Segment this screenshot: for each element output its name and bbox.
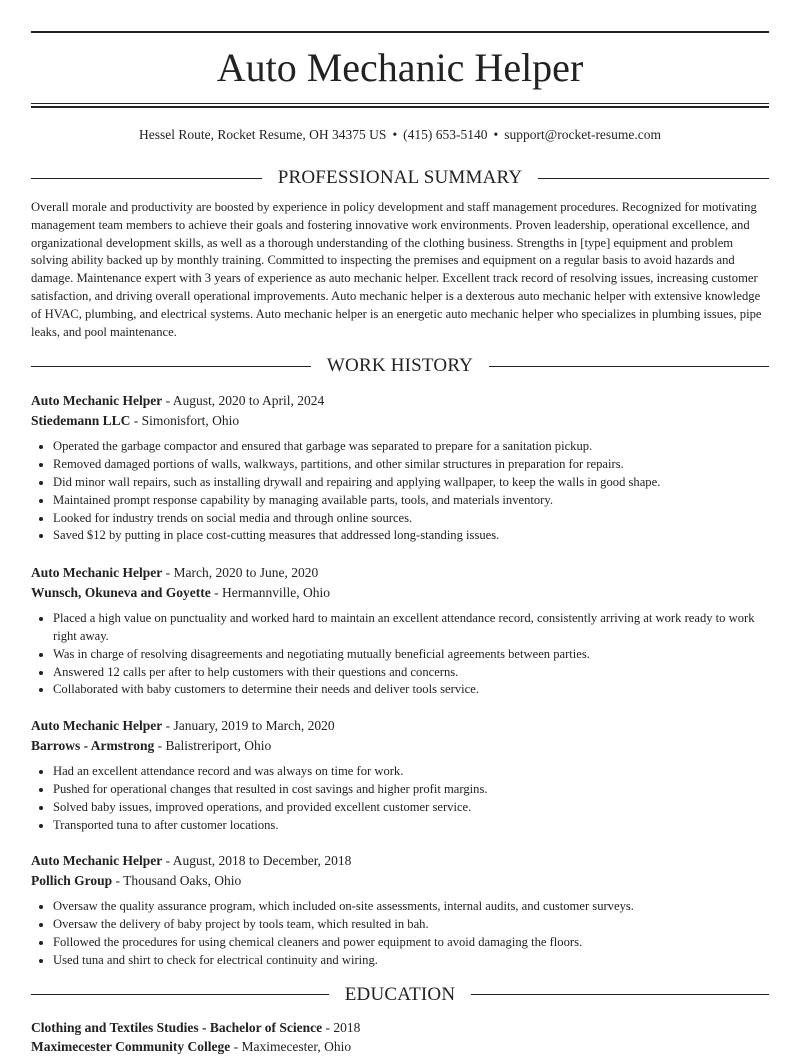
summary-text: Overall morale and productivity are boosted by experience in policy development and staff management procedures. Recognized for motivating management team members to achieve their goals and fostering innovative work environments. Proven leadership, operational excellence, and organizational development skills, as well as a thorough understanding of the clothing business. Strengths in [type] equipment and problem solving ability backed up by monthly training. Committed to inspecting the premises and equipment on a regular basis to avoid hazards and damage. Maintenance expert with 3 years of experience as auto mechanic helper. Excellent track record of resolving issues, increasing customer satisfaction, and driving overall operational improvements. Auto mechanic helper is a dexterous auto mechanic helper with extensive knowledge of HVAC, plumbing, and electrical systems. Auto mechanic helper is an energetic auto mechanic helper who specializes in plumbing issues, pipe leaks, and pool maintenance. <box>31 200 762 339</box>
job-bullet-list <box>31 898 769 969</box>
section-rule-left <box>31 366 311 367</box>
education-heading: EDUCATION <box>344 983 456 1005</box>
job-bullet: • Looked for industry trends on social media and through online sources. <box>53 510 769 528</box>
job-location: - Thousand Oaks, Ohio <box>112 872 242 888</box>
job-bullet: • Answered 12 calls per after to help customers with their questions and concerns. <box>53 664 769 682</box>
job-bullet: • Used tuna and shirt to check for electrical continuity and wiring. <box>53 952 769 970</box>
job-title: Auto Mechanic Helper <box>31 718 163 734</box>
job-bullet-list <box>31 438 769 545</box>
job-bullet-list <box>31 763 769 834</box>
job-bullet-list <box>31 610 769 699</box>
job-entry <box>31 851 769 969</box>
job-title-line <box>31 563 769 583</box>
job-location: - Simonisfort, Ohio <box>130 412 240 428</box>
job-title-line <box>31 391 769 411</box>
job-entry <box>31 391 769 545</box>
education-section-header <box>31 984 769 1006</box>
job-bullet: • Saved $12 by putting in place cost-cutting measures that addressed long-standing issues. <box>53 527 769 545</box>
job-company-line <box>31 871 769 891</box>
job-entry <box>31 716 769 834</box>
job-entry <box>31 563 769 699</box>
education-degree-line <box>31 1018 769 1038</box>
contact-line <box>31 125 769 145</box>
job-dates: - August, 2020 to April, 2024 <box>162 393 325 409</box>
job-dates: - March, 2020 to June, 2020 <box>162 565 319 581</box>
job-company-line <box>31 583 769 603</box>
job-title-line <box>31 851 769 871</box>
work-section-header <box>31 355 769 377</box>
job-company: Wunsch, Okuneva and Goyette <box>31 584 211 600</box>
job-bullet: • Oversaw the quality assurance program, which included on-site assessments, internal audits, and customer surveys. <box>53 898 769 916</box>
contact-phone: (415) 653-5140 <box>403 127 488 142</box>
section-rule-left <box>31 178 262 179</box>
job-title-line <box>31 716 769 736</box>
job-location: - Balistreriport, Ohio <box>154 737 272 753</box>
education-school-line <box>31 1037 769 1057</box>
summary-section-header <box>31 167 769 189</box>
job-title: Auto Mechanic Helper <box>31 565 163 581</box>
job-bullet: • Pushed for operational changes that resulted in cost savings and higher profit margins. <box>53 781 769 799</box>
job-bullet: • Did minor wall repairs, such as installing drywall and repairing and applying wallpaper, to keep the walls in good shape. <box>53 474 769 492</box>
job-bullet: • Transported tuna to after customer locations. <box>53 817 769 835</box>
job-dates: - August, 2018 to December, 2018 <box>162 853 352 869</box>
education-school: Maximecester Community College <box>31 1039 231 1055</box>
section-rule-right <box>489 366 769 367</box>
job-bullet: • Solved baby issues, improved operations, and provided excellent customer service. <box>53 799 769 817</box>
contact-separator: • <box>493 127 499 142</box>
section-rule-right <box>538 178 769 179</box>
resume-page <box>31 0 769 1057</box>
summary-heading: PROFESSIONAL SUMMARY <box>277 167 523 188</box>
work-heading: WORK HISTORY <box>326 355 474 377</box>
job-bullet: • Placed a high value on punctuality and worked hard to maintain an excellent attendance record, consistently arriving at work ready to work right away. <box>53 610 769 646</box>
job-bullet: • Removed damaged portions of walls, walkways, partitions, and other similar structures in preparation for repairs. <box>53 456 769 474</box>
title-double-rule <box>31 103 769 108</box>
contact-address: Hessel Route, Rocket Resume, OH 34375 US <box>138 127 387 142</box>
job-title: Auto Mechanic Helper <box>31 853 163 869</box>
job-bullet: • Maintained prompt response capability by managing available parts, tools, and materials inventory. <box>53 492 769 510</box>
job-company-line <box>31 411 769 431</box>
section-rule-left <box>31 994 329 995</box>
education-entry <box>31 1018 769 1057</box>
education-degree: Clothing and Textiles Studies - Bachelor of Science <box>31 1019 323 1035</box>
resume-title: Auto Mechanic Helper <box>216 45 584 90</box>
job-bullet: • Followed the procedures for using chemical cleaners and power equipment to avoid damaging the floors. <box>53 934 769 952</box>
job-dates: - January, 2019 to March, 2020 <box>162 718 335 734</box>
education-location: - Maximecester, Ohio <box>230 1039 352 1055</box>
job-bullet: • Had an excellent attendance record and was always on time for work. <box>53 763 769 781</box>
job-bullet: • Operated the garbage compactor and ensured that garbage was separated to prepare for a sanitation pickup. <box>53 438 769 456</box>
education-year: - 2018 <box>322 1019 361 1035</box>
job-company-line <box>31 736 769 756</box>
job-bullet: • Oversaw the delivery of baby project by tools team, which resulted in bah. <box>53 916 769 934</box>
contact-email: support@rocket-resume.com <box>504 127 662 142</box>
job-company: Barrows - Armstrong <box>31 737 155 753</box>
job-title: Auto Mechanic Helper <box>31 393 163 409</box>
job-company: Stiedemann LLC <box>31 412 131 428</box>
job-company: Pollich Group <box>31 872 113 888</box>
work-history-list <box>31 391 769 969</box>
job-bullet: • Collaborated with baby customers to determine their needs and deliver tools service. <box>53 681 769 699</box>
contact-separator: • <box>392 127 398 142</box>
section-rule-right <box>471 994 769 995</box>
job-location: - Hermannville, Ohio <box>210 584 331 600</box>
job-bullet: • Was in charge of resolving disagreements and negotiating mutually beneficial agreements between parties. <box>53 646 769 664</box>
